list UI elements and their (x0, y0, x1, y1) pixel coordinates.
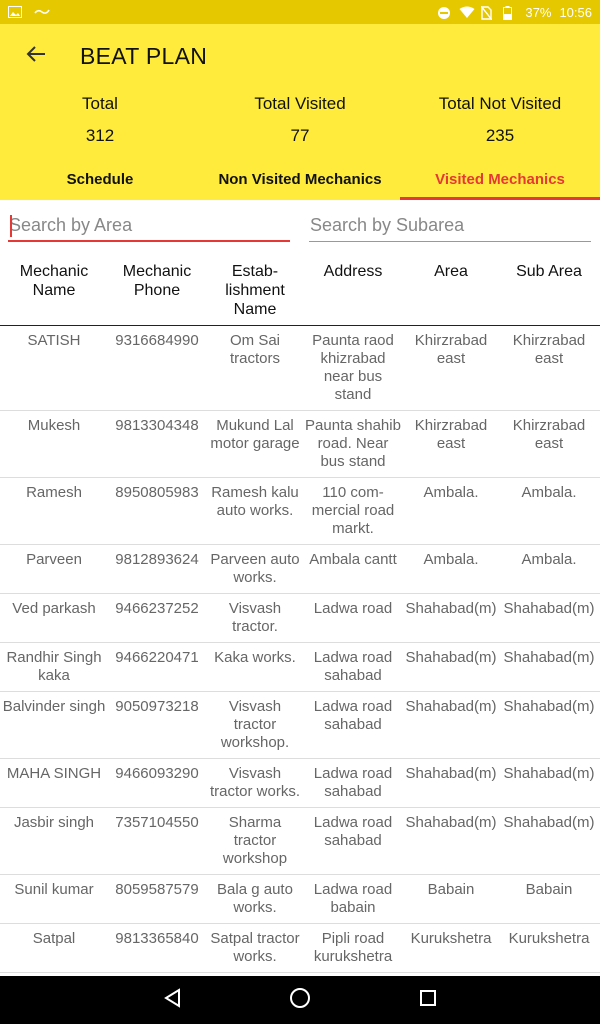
arrow-back-icon (26, 45, 46, 68)
cell-establishment-name: Satpal tractor works. (210, 930, 300, 965)
cell-establishment-name: Sharma tractor workshop (222, 814, 288, 867)
cell-sub-area: Babain (525, 881, 573, 898)
header (0, 24, 600, 200)
cell-address: Ladwa road sahabad (313, 698, 393, 733)
table-row[interactable] (0, 326, 600, 411)
header-address: Address (323, 263, 383, 280)
triangle-back-icon (163, 988, 181, 1013)
cell-mechanic-phone: 7357104550 (115, 814, 199, 831)
stat-total-visited (200, 94, 400, 146)
cell-establishment-name: Kaka works. (214, 649, 296, 666)
header-area: Area (434, 263, 468, 280)
search-subarea-input[interactable] (309, 210, 591, 242)
battery-percent: 37% (525, 4, 552, 20)
cell-mechanic-name: Jasbir singh (13, 814, 95, 831)
cell-mechanic-name: Balvinder singh (2, 698, 106, 715)
cell-area: Ambala. (423, 551, 479, 568)
cell-mechanic-name: SATISH (27, 332, 81, 349)
stats-summary (0, 94, 600, 146)
cell-mechanic-name: Parveen (26, 551, 82, 568)
system-nav-bar (0, 976, 600, 1024)
cell-area: Shahabad(m) (405, 649, 497, 666)
cell-address: Ambala cantt (309, 551, 397, 568)
cell-address: Ladwa road (313, 600, 393, 617)
cell-mechanic-phone: 8950805983 (115, 484, 199, 501)
cell-address: Paunta raod khizrabad near bus stand (312, 332, 394, 403)
table-row[interactable] (0, 594, 600, 643)
cell-sub-area: Khirzrabad east (512, 332, 586, 367)
table-row[interactable] (0, 759, 600, 808)
stat-total (0, 94, 200, 146)
status-time: 10:56 (559, 4, 592, 20)
cell-mechanic-phone: 9316684990 (115, 332, 199, 349)
nav-home-button[interactable] (286, 986, 314, 1014)
table-row[interactable] (0, 924, 600, 973)
cell-address: Ladwa road babain (313, 881, 393, 916)
table-header (0, 258, 600, 326)
cell-sub-area: Shahabad(m) (503, 765, 595, 782)
cell-sub-area: Shahabad(m) (503, 649, 595, 666)
cell-area: Shahabad(m) (405, 600, 497, 617)
table-row[interactable] (0, 692, 600, 759)
cell-establishment-name: Ramesh kalu auto works. (211, 484, 299, 519)
cell-address: Pipli road kurukshetra (313, 930, 393, 965)
cell-mechanic-phone: 8059587579 (115, 881, 199, 898)
cell-mechanic-name: MAHA SINGH (6, 765, 102, 782)
cell-area: Kurukshetra (410, 930, 492, 947)
table-row[interactable] (0, 478, 600, 545)
cell-area: Khirzrabad east (414, 417, 488, 452)
table-body (0, 326, 600, 973)
stat-total-not-visited (400, 94, 600, 146)
cell-mechanic-name: Ved parkash (12, 600, 96, 617)
cell-area: Shahabad(m) (405, 814, 497, 831)
cell-mechanic-phone: 9813304348 (115, 417, 199, 434)
cell-address: 110 com-mercial road markt. (311, 484, 395, 537)
cell-sub-area: Shahabad(m) (503, 814, 595, 831)
nav-recents-button[interactable] (414, 986, 442, 1014)
stat-value: 77 (290, 126, 310, 145)
table-row[interactable] (0, 808, 600, 875)
cell-area: Shahabad(m) (405, 765, 497, 782)
status-bar (0, 0, 600, 24)
stat-label: Total Visited (254, 94, 346, 113)
header-mechanic-name: Mechanic Name (19, 263, 89, 299)
table-row[interactable] (0, 643, 600, 692)
cell-establishment-name: Visvash tractor. (228, 600, 282, 635)
cell-mechanic-phone: 9466220471 (115, 649, 199, 666)
cell-mechanic-name: Sunil kumar (14, 881, 94, 898)
cell-establishment-name: Visvash tractor workshop. (220, 698, 290, 751)
cell-area: Shahabad(m) (405, 698, 497, 715)
cell-mechanic-phone: 9812893624 (115, 551, 199, 568)
stat-value: 235 (485, 126, 515, 145)
cell-area: Ambala. (423, 484, 479, 501)
wifi-icon (459, 6, 473, 18)
nav-back-button[interactable] (158, 986, 186, 1014)
page-title: BEAT PLAN (80, 42, 208, 69)
app-bar (0, 24, 600, 88)
tab-bar (0, 158, 600, 200)
cell-sub-area: Shahabad(m) (503, 600, 595, 617)
do-not-disturb-icon (437, 6, 451, 18)
header-mechanic-phone: Mechanic Phone (122, 263, 192, 299)
cell-area: Khirzrabad east (414, 332, 488, 367)
cell-area: Babain (427, 881, 475, 898)
header-establishment-name: Estab- lishment Name (225, 263, 285, 318)
cell-mechanic-name: Randhir Singh kaka (6, 649, 102, 684)
cell-sub-area: Shahabad(m) (503, 698, 595, 715)
stat-label: Total (82, 94, 118, 113)
cell-address: Paunta shahib road. Near bus stand (305, 417, 401, 470)
cell-sub-area: Ambala. (521, 551, 577, 568)
back-button[interactable] (0, 24, 72, 88)
circle-home-icon (289, 987, 311, 1014)
image-notification-icon (8, 6, 22, 18)
stat-value: 312 (85, 126, 115, 145)
square-recents-icon (419, 989, 437, 1012)
cell-establishment-name: Om Sai tractors (229, 332, 280, 367)
cell-sub-area: Khirzrabad east (512, 417, 586, 452)
app-notification-icon (34, 6, 48, 18)
cell-establishment-name: Mukund Lal motor garage (210, 417, 300, 452)
tab-schedule[interactable]: Schedule (66, 170, 134, 188)
cell-mechanic-phone: 9466237252 (115, 600, 199, 617)
cell-mechanic-name: Satpal (32, 930, 76, 947)
cell-sub-area: Kurukshetra (508, 930, 590, 947)
cell-establishment-name: Bala g auto works. (217, 881, 293, 916)
mechanics-table (0, 258, 600, 976)
cell-address: Ladwa road sahabad (313, 814, 393, 849)
search-area-input[interactable] (8, 210, 290, 242)
table-row[interactable] (0, 545, 600, 594)
cell-mechanic-name: Mukesh (27, 417, 81, 434)
tab-visited-mechanics[interactable]: Visited Mechanics (400, 158, 600, 200)
battery-icon (503, 6, 517, 18)
cell-establishment-name: Visvash tractor works. (209, 765, 300, 800)
no-sim-icon (481, 6, 495, 18)
cell-sub-area: Ambala. (521, 484, 577, 501)
header-sub-area: Sub Area (516, 263, 582, 280)
search-bar (0, 210, 600, 246)
table-row[interactable] (0, 875, 600, 924)
cell-address: Ladwa road sahabad (313, 649, 393, 684)
stat-label: Total Not Visited (438, 94, 562, 113)
cell-mechanic-phone: 9050973218 (115, 698, 199, 715)
cell-establishment-name: Parveen auto works. (210, 551, 300, 586)
cell-address: Ladwa road sahabad (313, 765, 393, 800)
cell-mechanic-phone: 9466093290 (115, 765, 199, 782)
cell-mechanic-phone: 9813365840 (115, 930, 199, 947)
text-cursor (10, 215, 12, 237)
cell-mechanic-name: Ramesh (26, 484, 82, 501)
table-row[interactable] (0, 411, 600, 478)
tab-non-visited-mechanics[interactable]: Non Visited Mechanics (218, 170, 382, 188)
